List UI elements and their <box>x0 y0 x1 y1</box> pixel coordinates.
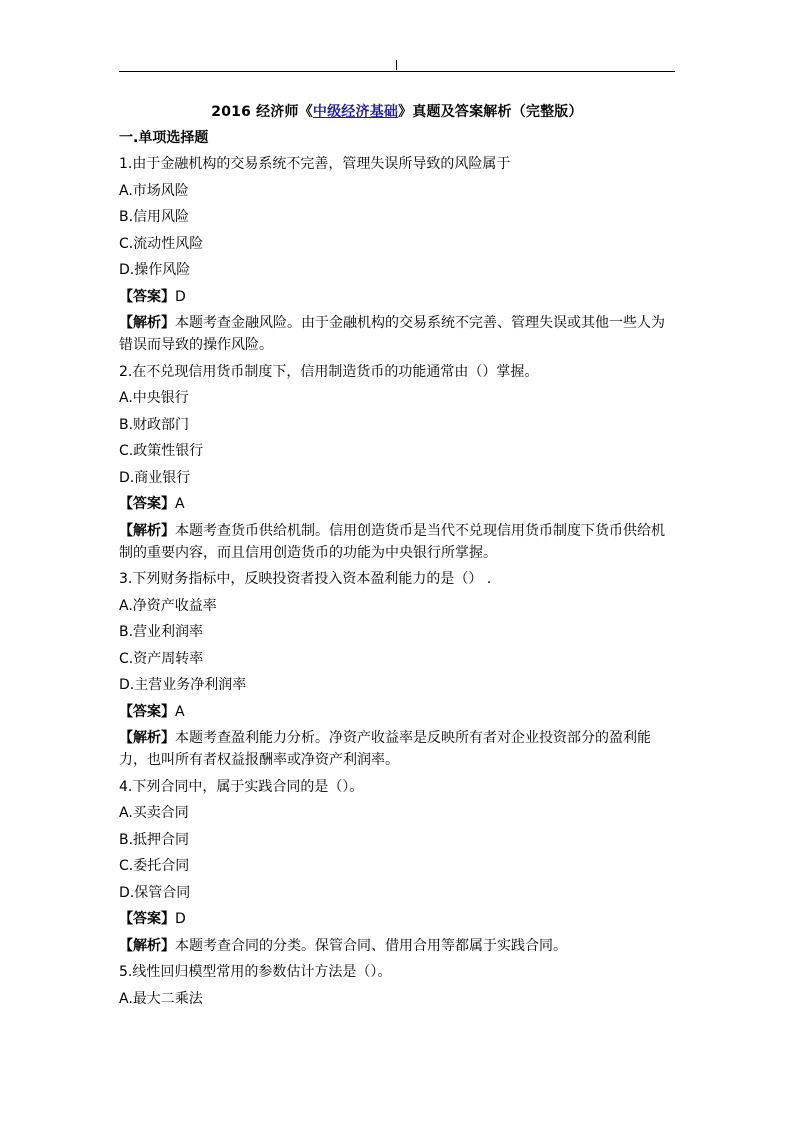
answer-label: 【答案】 <box>119 703 175 720</box>
question-4-analysis-text: 本题考查合同的分类。保管合同、借用合用等都属于实践合同。 <box>175 937 567 954</box>
question-2-stem: 2.在不兑现信用货币制度下，信用制造货币的功能通常由（）掌握。 <box>119 363 539 380</box>
question-3-answer <box>119 701 675 723</box>
section-heading: 一.单项选择题 <box>119 130 209 146</box>
analysis-label: 【解析】 <box>119 315 175 331</box>
document-title <box>119 101 675 123</box>
analysis-label: 【解析】 <box>119 730 175 746</box>
question-2-analysis <box>119 520 675 564</box>
question-3-stem: 3.下列财务指标中，反映投资者投入资本盈利能力的是（） . <box>119 571 492 587</box>
question-3-option-b: B.营业利润率 <box>119 624 204 640</box>
question-1-option-b: B.信用风险 <box>119 209 190 225</box>
question-1-analysis-text: 本题考查金融风险。由于金融机构的交易系统不完善、管理失误或其他一些人为错误而导致的操作风险。 <box>119 315 665 353</box>
question-4-option-d: D.保管合同 <box>119 884 191 901</box>
answer-label: 【答案】 <box>119 288 175 305</box>
question-1-answer <box>119 286 675 308</box>
question-4-answer-value: D <box>175 911 186 927</box>
answer-label: 【答案】 <box>119 911 175 927</box>
question-4-answer <box>119 908 675 930</box>
question-4-option-a: A.买卖合同 <box>119 805 189 821</box>
question-1-option-a: A.市场风险 <box>119 182 189 199</box>
question-4-stem: 4.下列合同中，属于实践合同的是（）。 <box>119 778 364 795</box>
header-rule <box>119 71 675 72</box>
question-1-stem: 1.由于金融机构的交易系统不完善，管理失误所导致的风险属于 <box>119 156 511 172</box>
question-2-analysis-text: 本题考查货币供给机制。信用创造货币是当代不兑现信用货币制度下货币供给机制的重要内容，而且信用创造货币的功能为中央银行所掌握。 <box>119 522 665 561</box>
title-suffix: 》真题及答案解析（完整版） <box>398 104 583 120</box>
header-page-mark <box>396 60 397 70</box>
question-2-answer-value: A <box>175 496 185 512</box>
question-3-answer-value: A <box>175 703 185 720</box>
question-2-option-a: A.中央银行 <box>119 390 189 406</box>
question-4-analysis <box>119 935 675 957</box>
question-5-stem: 5.线性回归模型常用的参数估计方法是（）。 <box>119 964 392 980</box>
question-5-option-a: A.最大二乘法 <box>119 990 203 1007</box>
question-3-option-d: D.主营业务净利润率 <box>119 677 247 693</box>
analysis-label: 【解析】 <box>119 522 175 539</box>
question-2-option-b: B.财政部门 <box>119 416 190 433</box>
question-3-analysis <box>119 727 675 771</box>
question-3-analysis-text: 本题考查盈利能力分析。净资产收益率是反映所有者对企业投资部分的盈利能力，也叫所有者权益报酬率或净资产利润率。 <box>119 730 651 768</box>
question-2-answer <box>119 493 675 515</box>
title-link[interactable]: 中级经济基础 <box>312 104 399 120</box>
question-4-option-c: C.委托合同 <box>119 858 190 874</box>
question-3-option-c: C.资产周转率 <box>119 650 204 667</box>
question-1-option-c: C.流动性风险 <box>119 235 204 252</box>
answer-label: 【答案】 <box>119 496 175 512</box>
analysis-label: 【解析】 <box>119 937 175 954</box>
question-1-option-d: D.操作风险 <box>119 262 191 278</box>
title-prefix: 2016 经济师《 <box>211 104 313 120</box>
question-2-option-c: C.政策性银行 <box>119 443 204 459</box>
question-4-option-b: B.抵押合同 <box>119 831 190 848</box>
question-1-analysis <box>119 312 675 356</box>
document-body <box>119 101 675 1014</box>
question-3-option-a: A.净资产收益率 <box>119 597 217 614</box>
question-2-option-d: D.商业银行 <box>119 469 191 486</box>
question-1-answer-value: D <box>175 288 186 305</box>
